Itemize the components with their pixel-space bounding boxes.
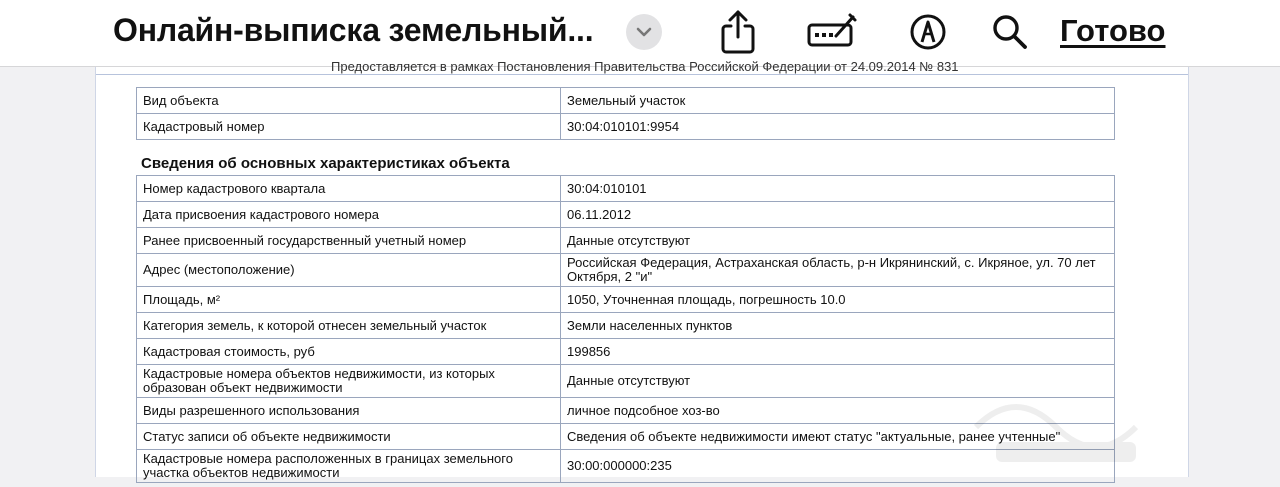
search-icon bbox=[990, 12, 1030, 52]
row-label: Виды разрешенного использования bbox=[137, 398, 561, 424]
table-row bbox=[137, 287, 1115, 313]
row-value: 30:00:000000:235 bbox=[561, 450, 1115, 483]
table-row bbox=[137, 114, 1115, 140]
row-value: Данные отсутствуют bbox=[561, 365, 1115, 398]
search-button[interactable] bbox=[986, 8, 1034, 56]
table-row bbox=[137, 228, 1115, 254]
table-row bbox=[137, 339, 1115, 365]
object-table bbox=[136, 87, 1115, 140]
table-row bbox=[137, 88, 1115, 114]
row-label: Вид объекта bbox=[137, 88, 561, 114]
row-label: Кадастровый номер bbox=[137, 114, 561, 140]
row-value: Российская Федерация, Астраханская область, р-н Икрянинский, с. Икряное, ул. 70 лет Октября, 2 "и" bbox=[561, 254, 1115, 287]
row-label: Дата присвоения кадастрового номера bbox=[137, 202, 561, 228]
row-label: Ранее присвоенный государственный учетный номер bbox=[137, 228, 561, 254]
row-value: Земли населенных пунктов bbox=[561, 313, 1115, 339]
row-value: Сведения об объекте недвижимости имеют статус "актуальные, ранее учтенные" bbox=[561, 424, 1115, 450]
row-label: Номер кадастрового квартала bbox=[137, 176, 561, 202]
row-value: Данные отсутствуют bbox=[561, 228, 1115, 254]
row-value: 30:04:010101 bbox=[561, 176, 1115, 202]
row-value: 1050, Уточненная площадь, погрешность 10.0 bbox=[561, 287, 1115, 313]
document-page bbox=[95, 59, 1189, 480]
row-value: 06.11.2012 bbox=[561, 202, 1115, 228]
top-toolbar bbox=[0, 0, 1280, 67]
share-button[interactable] bbox=[714, 8, 762, 56]
done-button[interactable]: Готово bbox=[1060, 13, 1166, 48]
row-value: 30:04:010101:9954 bbox=[561, 114, 1115, 140]
section-heading: Сведения об основных характеристиках объекта bbox=[141, 155, 510, 172]
markup-icon bbox=[806, 12, 858, 52]
page-divider bbox=[96, 74, 1188, 75]
table-row bbox=[137, 313, 1115, 339]
share-icon bbox=[718, 9, 758, 55]
watermark bbox=[956, 367, 1186, 487]
row-label: Кадастровые номера расположенных в границах земельного участка объектов недвижимости bbox=[137, 450, 561, 483]
table-row bbox=[137, 254, 1115, 287]
table-row bbox=[137, 176, 1115, 202]
row-label: Кадастровые номера объектов недвижимости, из которых образован объект недвижимости bbox=[137, 365, 561, 398]
table-row bbox=[137, 202, 1115, 228]
pen-tip-icon bbox=[908, 12, 948, 52]
row-label: Площадь, м² bbox=[137, 287, 561, 313]
row-value: 199856 bbox=[561, 339, 1115, 365]
markup-button[interactable] bbox=[808, 8, 856, 56]
row-label: Категория земель, к которой отнесен земельный участок bbox=[137, 313, 561, 339]
pen-button[interactable] bbox=[904, 8, 952, 56]
document-title: Онлайн-выписка земельный... bbox=[113, 12, 594, 48]
row-label: Кадастровая стоимость, руб bbox=[137, 339, 561, 365]
chevron-down-icon bbox=[636, 27, 652, 37]
row-label: Адрес (местоположение) bbox=[137, 254, 561, 287]
title-menu-button[interactable] bbox=[626, 14, 662, 50]
row-value: Земельный участок bbox=[561, 88, 1115, 114]
row-value: личное подсобное хоз-во bbox=[561, 398, 1115, 424]
row-label: Статус записи об объекте недвижимости bbox=[137, 424, 561, 450]
partial-top-text: Предоставляется в рамках Постановления Правительства Российской Федерации от 24.09.2014 № 831 bbox=[331, 59, 959, 74]
